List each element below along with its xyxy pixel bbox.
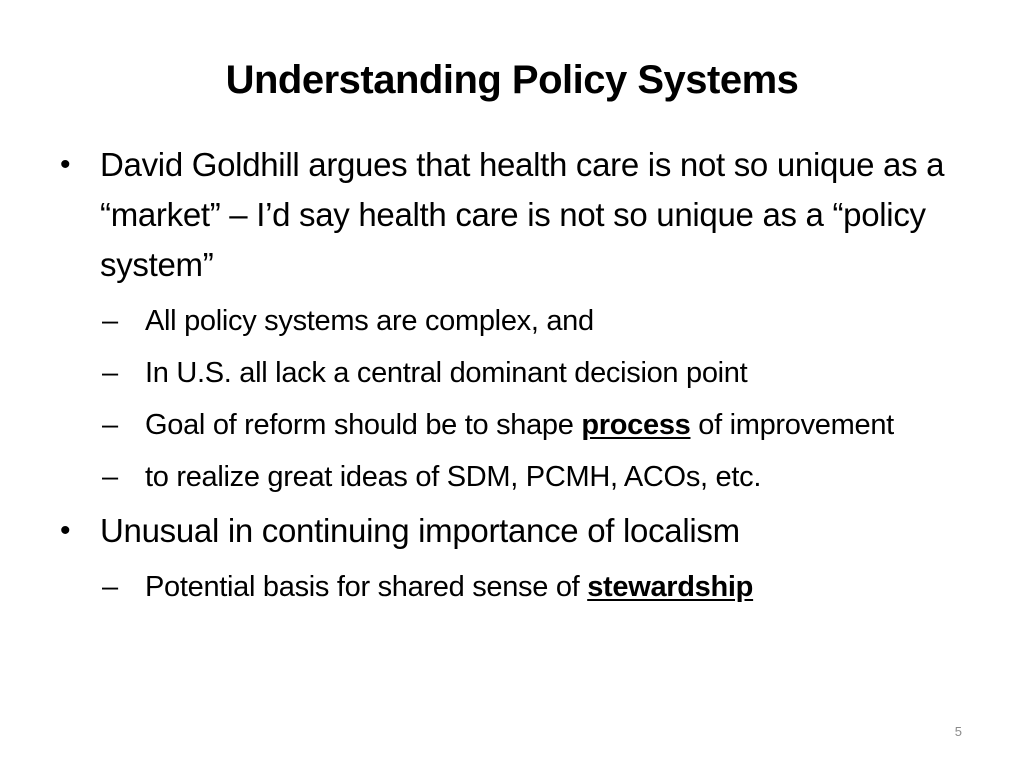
page-number: 5 <box>954 724 962 739</box>
dash-marker: – <box>102 461 118 493</box>
bullet-marker: • <box>60 514 71 547</box>
sub-bullet-2-1-text-before: Potential basis for shared sense of <box>145 571 588 603</box>
sub-bullet-1-4 <box>100 456 978 498</box>
sub-bullet-1-3-text-after: of improvement <box>690 409 894 441</box>
sub-bullet-1-2 <box>100 352 978 394</box>
slide-body <box>58 140 978 608</box>
dash-marker: – <box>102 409 118 441</box>
sub-bullet-1-1-text: All policy systems are complex, and <box>145 305 594 337</box>
sub-bullet-1-2-text: In U.S. all lack a central dominant decision point <box>145 357 748 389</box>
dash-marker: – <box>102 357 118 389</box>
bullet-1-text: David Goldhill argues that health care is not so unique as a “market” – I’d say health care is not so unique as a “policy system” <box>100 146 945 283</box>
bullet-marker: • <box>60 148 71 181</box>
sub-bullet-1-4-text: to realize great ideas of SDM, PCMH, ACOs, etc. <box>145 461 762 493</box>
bullet-2-text: Unusual in continuing importance of localism <box>100 512 740 549</box>
emphasis-process: process <box>581 409 691 441</box>
dash-marker: – <box>102 305 118 337</box>
emphasis-stewardship: stewardship <box>587 571 754 603</box>
dash-marker: – <box>102 571 118 603</box>
slide-title: Understanding Policy Systems <box>225 58 799 102</box>
sub-bullet-2-1 <box>100 566 978 608</box>
sub-bullet-1-3 <box>100 404 978 446</box>
bullet-1 <box>58 140 978 290</box>
sub-bullet-1-3-text-before: Goal of reform should be to shape <box>145 409 582 441</box>
sub-bullet-1-1 <box>100 300 978 342</box>
bullet-2 <box>58 506 978 556</box>
